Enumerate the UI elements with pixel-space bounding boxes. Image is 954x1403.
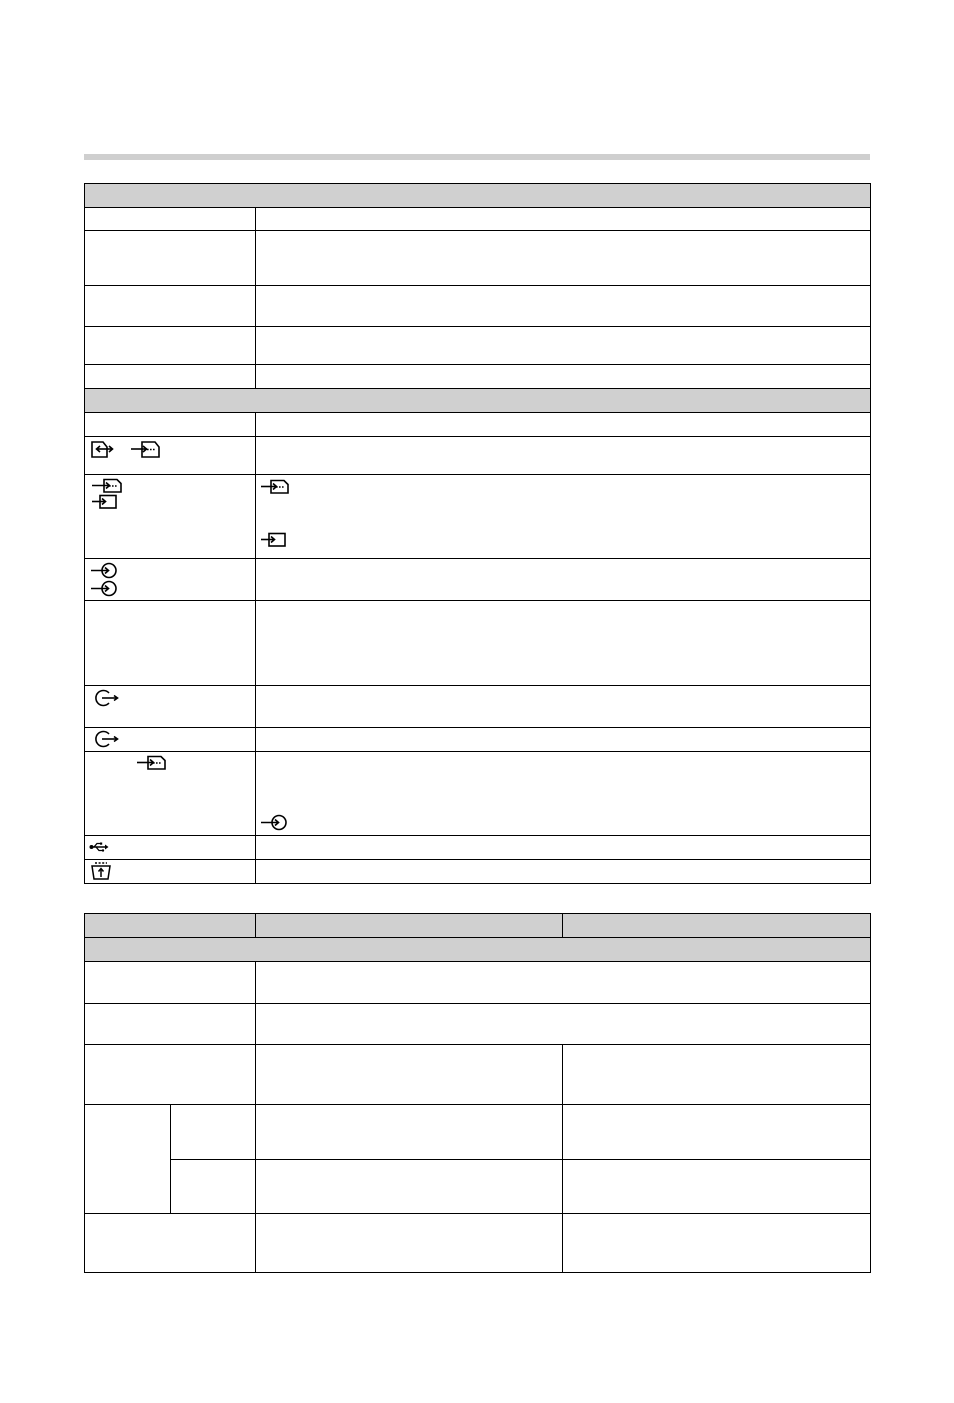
table-row <box>85 686 871 728</box>
table-row <box>85 413 871 437</box>
section-label <box>85 184 871 208</box>
section-label <box>85 389 871 413</box>
model-table <box>84 913 871 1273</box>
component-in-icon <box>260 532 288 547</box>
scart-in-out-icon <box>89 440 169 458</box>
table-row <box>85 1045 871 1105</box>
table-row <box>85 231 871 286</box>
component-in-icon <box>89 494 255 509</box>
table-row <box>85 1214 871 1273</box>
table-row <box>85 1105 871 1160</box>
table-row <box>85 836 871 860</box>
header-cell <box>563 914 871 938</box>
table-row <box>85 1004 871 1045</box>
audio-in-icon <box>260 814 290 831</box>
table-row <box>85 559 871 601</box>
header-cell <box>256 914 563 938</box>
table-row <box>85 286 871 327</box>
section-header <box>85 938 871 962</box>
section-header-terminals <box>85 389 871 413</box>
table-row <box>85 437 871 475</box>
table-row <box>85 208 871 231</box>
audio-in-icon <box>89 562 255 579</box>
audio-in-icon <box>89 580 255 597</box>
ci-slot-icon <box>89 861 113 881</box>
table-row <box>85 327 871 365</box>
table-row <box>85 860 871 884</box>
spec-table <box>84 183 871 884</box>
av-in-icon <box>135 755 167 770</box>
table-header-row <box>85 914 871 938</box>
header-rule <box>84 154 870 160</box>
table-row <box>85 962 871 1004</box>
table-row <box>85 601 871 686</box>
header-cell <box>85 914 256 938</box>
table-row <box>85 728 871 752</box>
audio-out-icon <box>89 689 123 707</box>
section-header-system <box>85 184 871 208</box>
usb-icon <box>89 841 111 853</box>
table-row <box>85 365 871 389</box>
av-in-icon <box>260 479 290 494</box>
table-row <box>85 752 871 836</box>
table-row <box>85 1160 871 1214</box>
av-in-icon <box>89 478 255 493</box>
table-row <box>85 475 871 559</box>
audio-out-icon <box>89 730 123 748</box>
